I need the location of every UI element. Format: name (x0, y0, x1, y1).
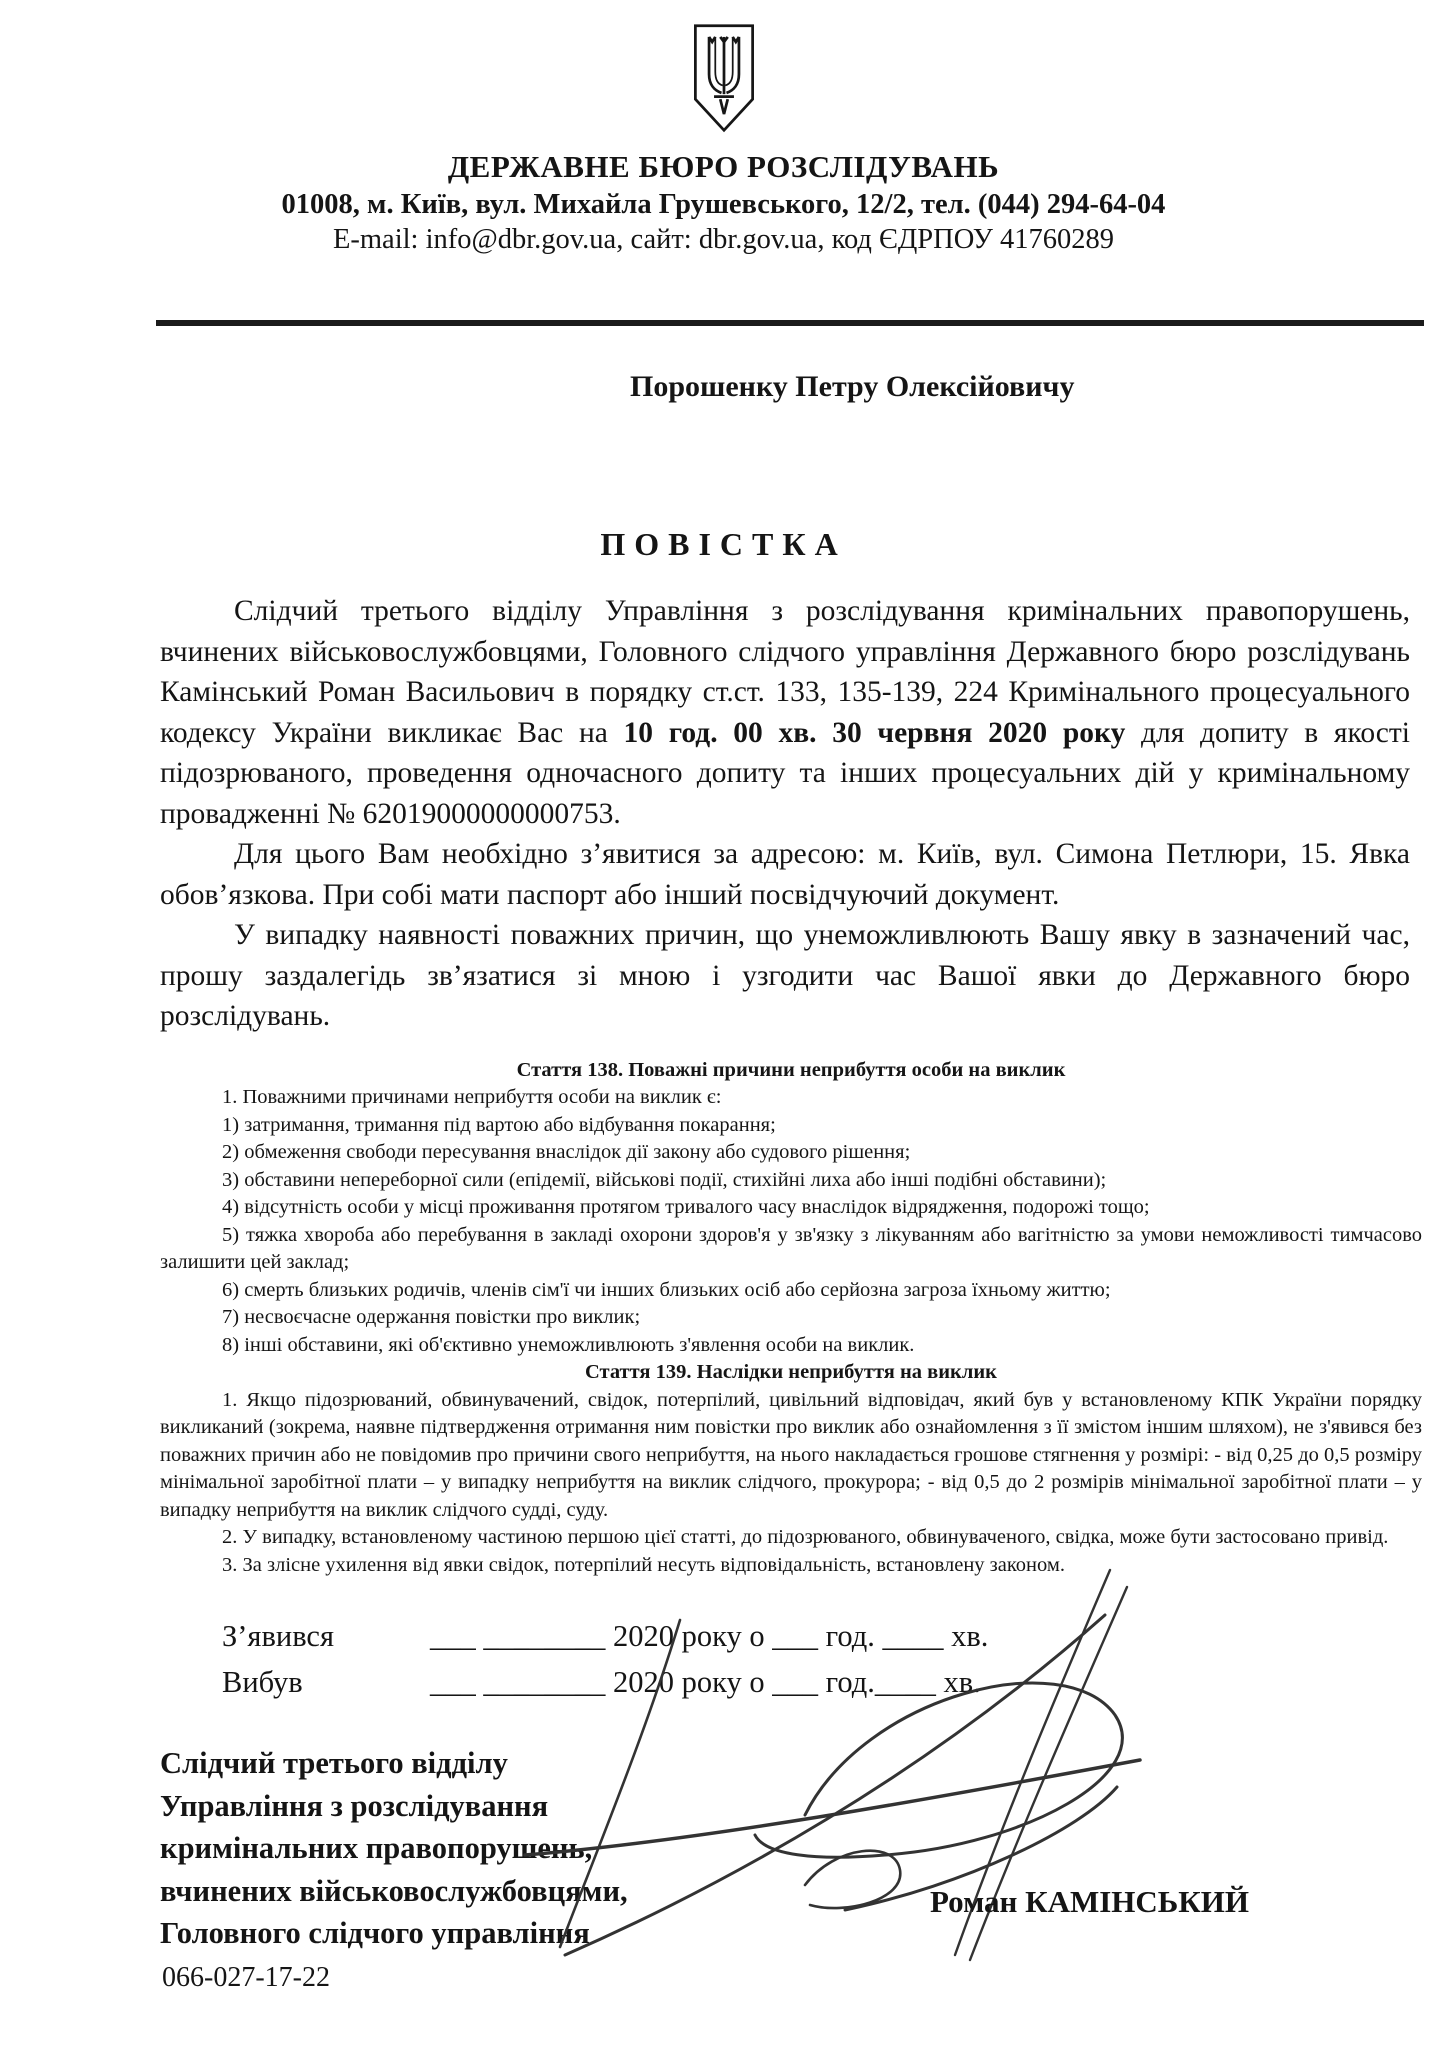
paragraph-summons (160, 591, 1410, 834)
letterhead (0, 0, 1447, 256)
article-138-item: 3) обставини непереборної сили (епідемії, військові події, стихійні лиха або інші подібні обставини); (222, 1168, 1107, 1191)
investigator-title-line: Слідчий третього відділу (160, 1746, 508, 1780)
contact-phone-number: 066-027-17-22 (162, 1962, 330, 1993)
article-139-heading: Стаття 139. Наслідки неприбуття на виклик (584, 1361, 997, 1383)
article-138-item: 1) затримання, тримання під вартою або відбування покарання; (222, 1113, 776, 1136)
appeared-blanks: ___ ________ 2020 року о ___ год. ____ хв. (430, 1619, 989, 1653)
signer-name: Роман КАМІНСЬКИЙ (930, 1884, 1249, 1919)
investigator-title-line: кримінальних правопорушень, (160, 1831, 593, 1865)
org-address-line: 01008, м. Київ, вул. Михайла Грушевського, 12/2, тел. (044) 294-64-04 (281, 189, 1166, 220)
paragraph-excuse-notice: У випадку наявності поважних причин, що унеможливлюють Вашу явку в зазначений час, прошу заздалегідь зв’язатися зі мною і узгодити час Вашої явки до Державного бюро розслідувань. (160, 919, 1410, 1032)
investigator-title-line: вчинених військовослужбовцями, (160, 1873, 628, 1908)
investigator-title-block (160, 1742, 628, 1955)
legal-fine-print (160, 1057, 1422, 1580)
summons-text-end: для допиту в якості підозрюваного, проведення одночасного допиту та інших процесуальних дій у кримінальному провадженні № 62019000000000753. (160, 716, 1410, 830)
article-139-p1: 1. Якщо підозрюваний, обвинувачений, свідок, потерпілий, цивільний відповідач, який був у встановленому КПК України порядку викликаний (зокрема, наявне підтвердження отримання ним повістки про виклик або ознайомлення з її змістом іншим шляхом), не з'явився без поважних причин або не повідомив про причини свого неприбуття, на нього накладається грошове стягнення у розмірі: - від 0,25 до 0,5 розміру мінімальної заробітної плати – у випадку неприбуття на виклик слідчого, прокурора; - від 0,5 до 2 розмірів мінімальної заробітної плати – у випадку неприбуття на виклик слідчого судді, суду. (160, 1388, 1422, 1521)
attendance-form (222, 1613, 1447, 1705)
article-138-item: 5) тяжка хвороба або перебування в закладі охорони здоров'я у зв'язку з лікуванням або вагітністю за умови неможливості тимчасово залишити цей заклад; (160, 1223, 1422, 1273)
article-138-heading: Стаття 138. Поважні причини неприбуття особи на виклик (516, 1058, 1066, 1081)
appeared-label: З’явився (222, 1619, 334, 1653)
article-138-item: 7) несвоєчасне одержання повістки про виклик; (222, 1306, 641, 1328)
departed-label: Вибув (222, 1665, 303, 1699)
investigator-title-line: Управління з розслідування (160, 1788, 549, 1823)
form-line-departed (222, 1659, 1447, 1705)
document-title: ПОВІСТКА (600, 526, 847, 562)
article-138-intro: 1. Поважними причинами неприбуття особи на виклик є: (222, 1086, 722, 1108)
summons-datetime: 10 год. 00 хв. 30 червня 2020 року (623, 716, 1126, 749)
article-138-item: 2) обмеження свободи пересування внаслідок дії закону або судового рішення; (222, 1141, 911, 1163)
document-body (160, 591, 1410, 1037)
article-138-item: 8) інші обставини, які об'єктивно унеможливлюють з'явлення особи на виклик. (222, 1333, 915, 1356)
tryzub-coat-of-arms-icon (686, 22, 762, 134)
addressee-name: Порошенку Петру Олексійовичу (630, 370, 1075, 403)
article-138-item: 4) відсутність особи у місці проживання протягом тривалого часу внаслідок відрядження, подорожі тощо; (222, 1196, 1150, 1218)
investigator-title-line: Головного слідчого управління (160, 1916, 590, 1950)
article-138-item: 6) смерть близьких родичів, членів сім'ї чи інших близьких осіб або серйозна загроза їхньому життю; (222, 1278, 1111, 1301)
paragraph-address: Для цього Вам необхідно з’явитися за адресою: м. Київ, вул. Симона Петлюри, 15. Явка обов’язкова. При собі мати паспорт або інший посвідчуючий документ. (160, 838, 1410, 911)
form-line-appeared (222, 1613, 1447, 1659)
summons-text-start: Слідчий третього відділу Управління з розслідування кримінальних правопорушень, вчинених військовослужбовцями, Головного слідчого управління Державного бюро розслідувань Камінський Роман Васильович в порядку ст.ст. 133, 135-139, 224 Кримінального процесуального кодексу України викликає Вас на (160, 595, 1410, 749)
org-contact-line: E-mail: info@dbr.gov.ua, сайт: dbr.gov.ua, код ЄДРПОУ 41760289 (332, 224, 1114, 255)
header-rule (156, 320, 1424, 326)
article-139-p3: 3. За злісне ухилення від явки свідок, потерпілий несуть відповідальність, встановлену законом. (222, 1553, 1065, 1576)
org-name: ДЕРЖАВНЕ БЮРО РОЗСЛІДУВАНЬ (447, 149, 1000, 184)
article-139-p2: 2. У випадку, встановленому частиною першою цієї статті, до підозрюваного, обвинуваченого, свідка, може бути застосовано привід. (222, 1526, 1389, 1548)
departed-blanks: ___ ________ 2020 року о ___ год.____ хв. (430, 1665, 981, 1699)
